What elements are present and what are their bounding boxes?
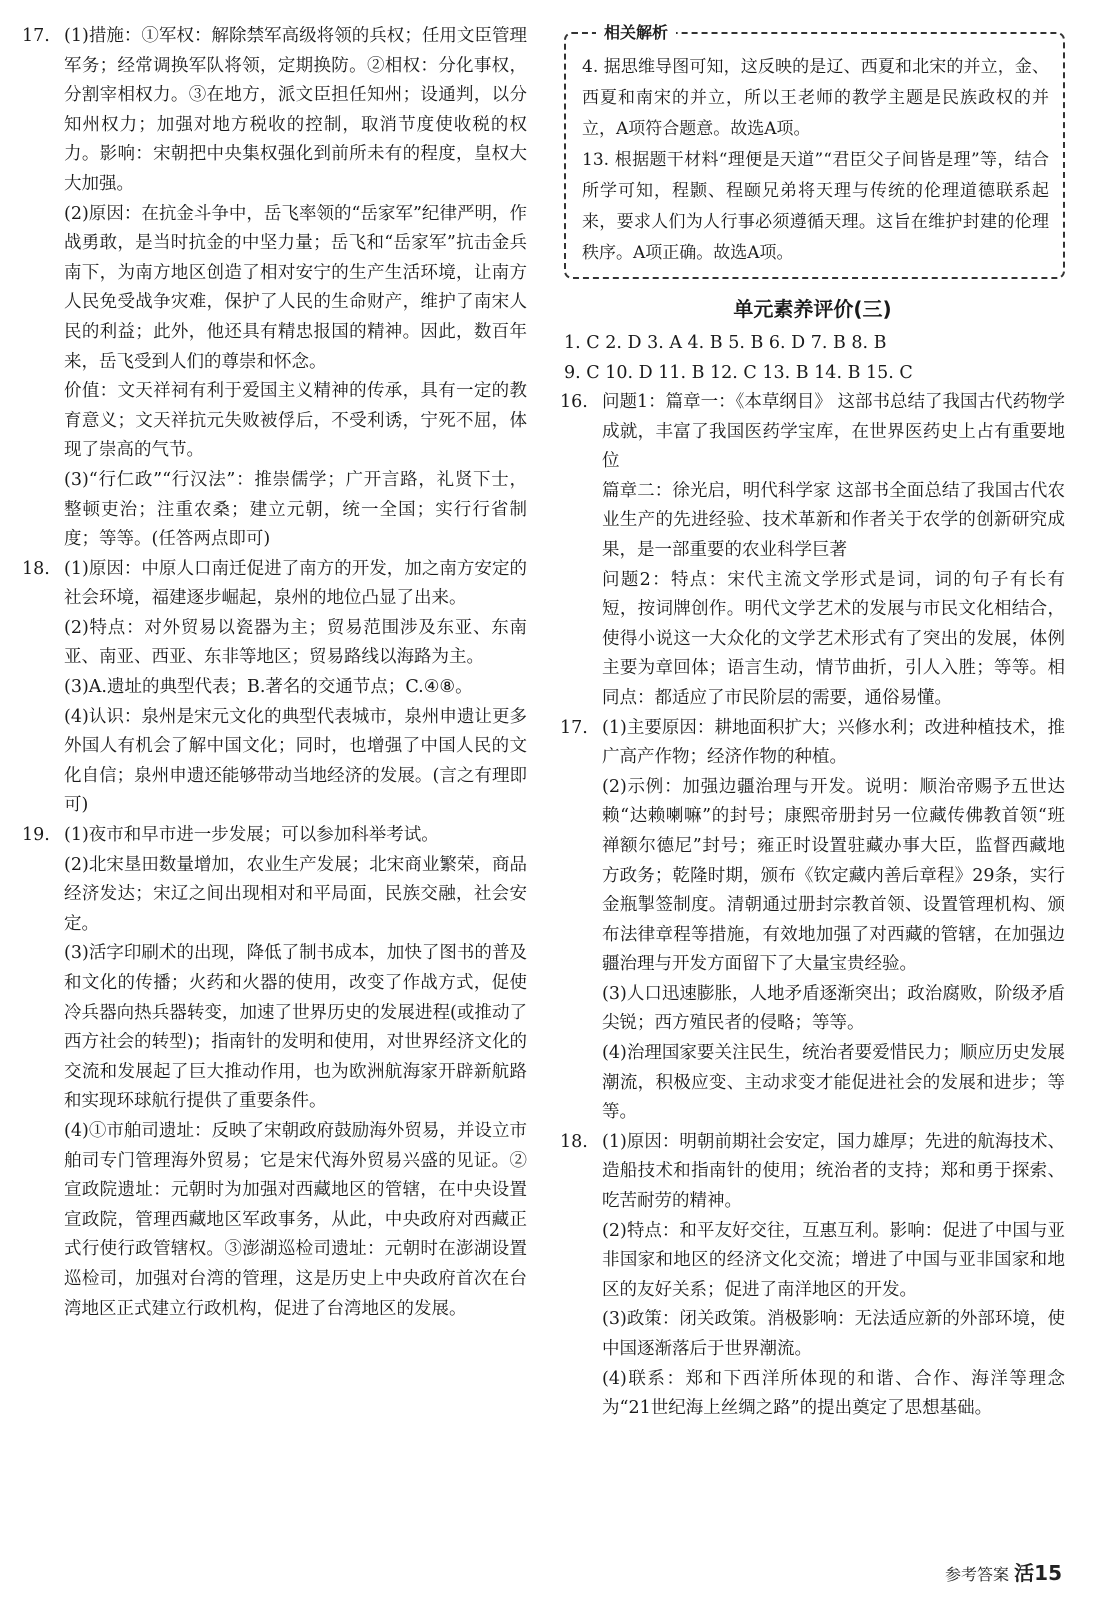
question-16 [560, 388, 1065, 714]
page-number: 活15 [1014, 1561, 1062, 1585]
question-18 [560, 1128, 1065, 1424]
analysis-item: 13. 根据题干材料“理便是天道”“君臣父子间皆是理”等，结合所学可知，程颢、程颐兄弟将天理与传统的伦理道德联系起来，要求人们为人行事必须遵循天理。这旨在维护封建的伦理秩序。A项正确。故选A项。 [582, 150, 1049, 263]
answer-paragraph: (2)原因：在抗金斗争中，岳飞率领的“岳家军”纪律严明，作战勇敢，是当时抗金的中坚力量；岳飞和“岳家军”抗击金兵南下，为南方地区创造了相对安宁的生产生活环境，让南方人民免受战争灾难，保护了人民的生命财产，维护了南宋人民的利益；此外，他还具有精忠报国的精神。因此，数百年来，岳飞受到人们的尊崇和怀念。 [64, 203, 527, 372]
analysis-box [564, 23, 1065, 279]
answer-paragraph: (1)原因：明朝前期社会安定，国力雄厚；先进的航海技术、造船技术和指南针的使用；统治者的支持；郑和勇于探索、吃苦耐劳的精神。 [602, 1131, 1065, 1212]
footer-label: 参考答案 [945, 1565, 1010, 1584]
answer-paragraph: 问题1：篇章一：《本草纲目》 这部书总结了我国古代药物学成就，丰富了我国医药学宝库，在世界医药史上占有重要地位 [602, 392, 1065, 472]
answer-paragraph: (2)示例：加强边疆治理与开发。说明：顺治帝赐予五世达赖“达赖喇嘛”的封号；康熙帝册封另一位藏传佛教首领“班禅额尔德尼”封号；雍正时设置驻藏办事大臣，监督西藏地方政务；乾隆时期，颁布《钦定藏内善后章程》29条，实行金瓶掣签制度。清朝通过册封宗教首领、设置管理机构、颁布法律章程等措施，有效地加强了对西藏的管辖，在加强边疆治理与开发方面留下了大量宝贵经验。 [602, 776, 1065, 975]
answer-paragraph: (4)①市舶司遗址：反映了宋朝政府鼓励海外贸易，并设立市舶司专门管理海外贸易；它是宋代海外贸易兴盛的见证。②宣政院遗址：元朝时为加强对西藏地区的管辖，在中央设置宣政院，管理西藏地区军政事务，从此，中央政府对西藏正式行使行政管辖权。③澎湖巡检司遗址：元朝时在澎湖设置巡检司，加强对台湾的管理，这是历史上中央政府首次在台湾地区正式建立行政机构，促进了台湾地区的发展。 [64, 1120, 527, 1319]
question-number: 18. [560, 1131, 588, 1152]
analysis-box-title: 相关解析 [596, 20, 676, 43]
answer-paragraph: (2)特点：对外贸易以瓷器为主；贸易范围涉及东亚、东南亚、南亚、西亚、东非等地区；贸易路线以海路为主。 [64, 617, 527, 668]
answer-paragraph: (2)特点：和平友好交往，互惠互利。影响：促进了中国与亚非国家和地区的经济文化交流；增进了中国与亚非国家和地区的友好关系；促进了南洋地区的开发。 [602, 1220, 1065, 1300]
answer-paragraph: (1)措施：①军权：解除禁军高级将领的兵权；任用文臣管理军务；经常调换军队将领，定期换防。②相权：分化事权，分割宰相权力。③在地方，派文臣担任知州；设通判，以分知州权力；加强对地方税收的控制，取消节度使收税的权力。影响：宋朝把中央集权强化到前所未有的程度，皇权大大加强。 [64, 26, 527, 194]
answer-paragraph: (3)活字印刷术的出现，降低了制书成本，加快了图书的普及和文化的传播；火药和火器的使用，改变了作战方式，促使冷兵器向热兵器转变，加速了世界历史的发展进程(或推动了西方社会的转型)；指南针的发明和使用，对世界经济文化的交流和发展起了巨大推动作用，也为欧洲航海家开辟新航路和实现环球航行提供了重要条件。 [64, 943, 527, 1112]
question-17 [22, 22, 527, 555]
question-number: 18. [22, 558, 50, 579]
answer-paragraph: 价值：文天祥祠有利于爱国主义精神的传承，具有一定的教育意义；文天祥抗元失败被俘后，不受利诱，宁死不屈，体现了崇高的气节。 [64, 381, 527, 461]
question-number: 19. [22, 825, 50, 846]
answer-paragraph: (4)治理国家要关注民生，统治者要爱惜民力；顺应历史发展潮流，积极应变、主动求变才能促进社会的发展和进步；等等。 [602, 1043, 1065, 1123]
answer-paragraph: (3)“行仁政”“行汉法”：推崇儒学；广开言路，礼贤下士，整顿吏治；注重农桑；建立元朝，统一全国；实行行省制度；等等。(任答两点即可) [64, 469, 527, 550]
answer-paragraph: (3)人口迅速膨胀，人地矛盾逐渐突出；政治腐败，阶级矛盾尖锐；西方殖民者的侵略；等等。 [602, 983, 1065, 1034]
answer-paragraph: (1)原因：中原人口南迁促进了南方的开发，加之南方安定的社会环境，福建逐步崛起，泉州的地位凸显了出来。 [64, 558, 527, 609]
question-17 [560, 714, 1065, 1128]
choice-answers-line: 1. C 2. D 3. A 4. B 5. B 6. D 7. B 8. B [564, 333, 887, 353]
right-column [560, 22, 1065, 1424]
left-column [22, 22, 527, 1324]
answer-paragraph: 篇章二：徐光启，明代科学家 这部书全面总结了我国古代农业生产的先进经验、技术革新和作者关于农学的创新研究成果，是一部重要的农业科学巨著 [602, 480, 1065, 560]
answer-paragraph: (3)政策：闭关政策。消极影响：无法适应新的外部环境，使中国逐渐落后于世界潮流。 [602, 1309, 1065, 1359]
question-19 [22, 821, 527, 1324]
analysis-item: 4. 据思维导图可知，这反映的是辽、西夏和北宋的并立，金、西夏和南宋的并立，所以王老师的教学主题是民族政权的并立，A项符合题意。故选A项。 [582, 57, 1049, 139]
page-footer [945, 1557, 1062, 1586]
answer-paragraph: (4)认识：泉州是宋元文化的典型代表城市，泉州申遗让更多外国人有机会了解中国文化；同时，也增强了中国人民的文化自信；泉州申遗还能够带动当地经济的发展。(言之有理即可) [64, 706, 527, 816]
question-18 [22, 555, 527, 821]
answer-paragraph: (4)联系：郑和下西洋所体现的和谐、合作、海洋等理念为“21世纪海上丝绸之路”的提出奠定了思想基础。 [602, 1368, 1065, 1419]
answer-paragraph: (3)A.遗址的典型代表；B.著名的交通节点；C.④⑧。 [64, 677, 473, 698]
answer-paragraph: (2)北宋垦田数量增加，农业生产发展；北宋商业繁荣，商品经济发达；宋辽之间出现相对和平局面，民族交融，社会安定。 [64, 854, 527, 934]
answer-paragraph: 问题2：特点：宋代主流文学形式是词，词的句子有长有短，按词牌创作。明代文学艺术的发展与市民文化相结合，使得小说这一大众化的文学艺术形式有了突出的发展，体例主要为章回体；语言生动，情节曲折，引人入胜；等等。相同点：都适应了市民阶层的需要，通俗易懂。 [602, 569, 1065, 708]
section-title: 单元素养评价(三) [733, 297, 892, 321]
answer-paragraph: (1)夜市和早市进一步发展；可以参加科举考试。 [64, 825, 439, 846]
question-number: 16. [560, 392, 588, 412]
question-number: 17. [22, 26, 50, 46]
question-number: 17. [560, 717, 588, 738]
choice-answers-line: 9. C 10. D 11. B 12. C 13. B 14. B 15. C [564, 363, 913, 383]
answer-paragraph: (1)主要原因：耕地面积扩大；兴修水利；改进种植技术，推广高产作物；经济作物的种植。 [602, 717, 1065, 768]
